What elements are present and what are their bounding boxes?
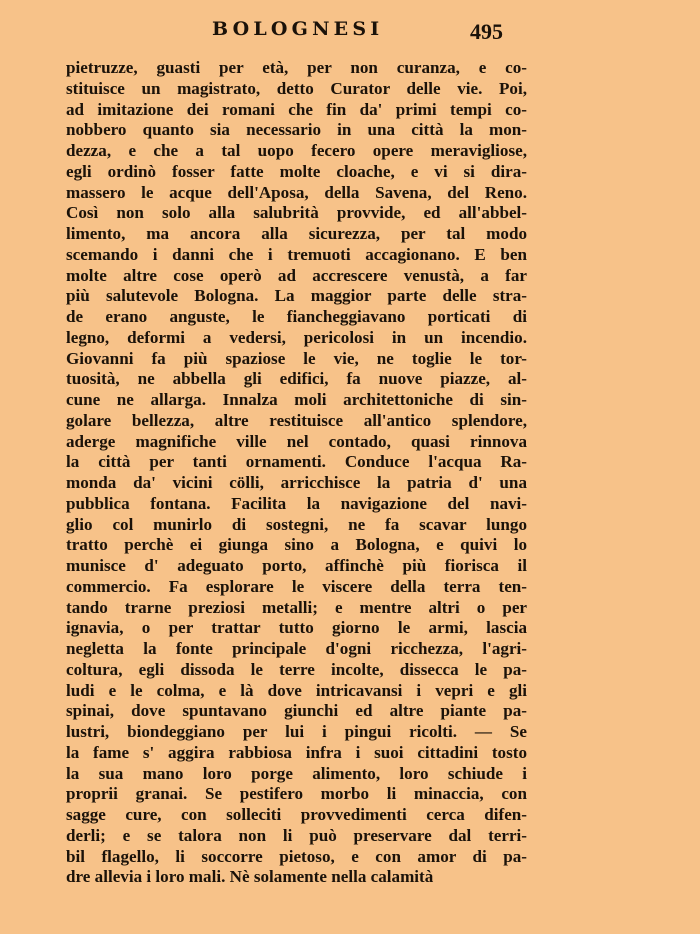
running-head [0,16,700,46]
text-line: tando trarne preziosi metalli; e mentre altri o per [66,597,527,617]
page-number: 495 [470,19,503,44]
text-line: la sua mano loro porge alimento, loro schiude i [66,763,527,783]
text-line: ad imitazione dei romani che fin da' primi tempi co- [66,99,527,119]
text-line: pubblica fontana. Facilita la navigazione del navi- [66,493,527,513]
text-line: ignavia, o per trattar tutto giorno le armi, lascia [66,618,527,638]
text-line: dezza, e che a tal uopo fecero opere meravigliose, [66,141,527,160]
text-line: più salutevole Bologna. La maggior parte delle stra- [66,286,527,306]
text-line: golare bellezza, altre restituisce all'antico splendore, [66,410,527,430]
text-line: egli ordinò fosser fatte molte cloache, e vi si dira- [66,161,527,181]
text-line: spinai, dove spuntavano giunchi ed altre piante pa- [66,701,527,721]
text-line: aderge magnifiche ville nel contado, quasi rinnova [66,431,527,451]
text-line: la città per tanti ornamenti. Conduce l'acqua Ra- [66,452,527,472]
body-text [66,58,527,888]
text-line: bil flagello, li soccorre pietoso, e con amor di pa- [66,846,527,866]
text-line: sagge cure, con solleciti provvedimenti cerca difen- [66,805,527,824]
text-line: derli; e se talora non li può preservare dal terri- [66,825,527,845]
running-title: BOLOGNESI [212,18,384,40]
text-line: legno, deformi a vedersi, pericolosi in un incendio. [66,327,527,347]
text-line: dre allevia i loro mali. Nè solamente nella calamità [66,867,434,887]
text-line: limento, ma ancora alla sicurezza, per tal modo [66,224,527,243]
text-line: pietruzze, guasti per età, per non curanza, e co- [66,58,527,77]
text-line: tuosità, ne abbella gli edifici, fa nuove piazze, al- [66,369,527,389]
text-line: molte altre cose operò ad accrescere venustà, a far [66,265,527,285]
text-line: coltura, egli dissoda le terre incolte, dissecca le pa- [66,659,527,679]
text-line: cune ne allarga. Innalza moli architettoniche di sin- [66,390,527,409]
text-line: stituisce un magistrato, detto Curator delle vie. Poi, [66,78,527,98]
text-line: nobbero quanto sia necessario in una città la mon- [66,120,527,140]
text-line: Così non solo alla salubrità provvide, ed all'abbel- [66,203,527,223]
text-line: la fame s' aggira rabbiosa infra i suoi cittadini tosto [66,742,527,762]
text-line: commercio. Fa esplorare le viscere della terra ten- [66,576,527,596]
text-line: glio col munirlo di sostegni, ne fa scavar lungo [66,514,527,534]
text-line: proprii granai. Se pestifero morbo li minaccia, con [66,784,527,804]
text-line: de erano anguste, le fiancheggiavano porticati di [66,307,527,326]
text-line: scemando i danni che i tremuoti accagionano. E ben [66,244,527,264]
text-line: Giovanni fa più spaziose le vie, ne toglie le tor- [66,348,527,368]
text-line: negletta la fonte principale d'ogni ricchezza, l'agri- [66,639,527,658]
text-line: monda da' vicini cölli, arricchisce la patria d' una [66,473,527,492]
text-line: massero le acque dell'Aposa, della Savena, del Reno. [66,182,527,202]
text-line: tratto perchè ei giunga sino a Bologna, e quivi lo [66,535,527,555]
text-line: lustri, biondeggiano per lui i pingui ricolti. — Se [66,722,527,741]
text-line: ludi e le colma, e là dove intricavansi i vepri e gli [66,680,527,700]
text-line: munisce d' adeguato porto, affinchè più fiorisca il [66,556,527,575]
